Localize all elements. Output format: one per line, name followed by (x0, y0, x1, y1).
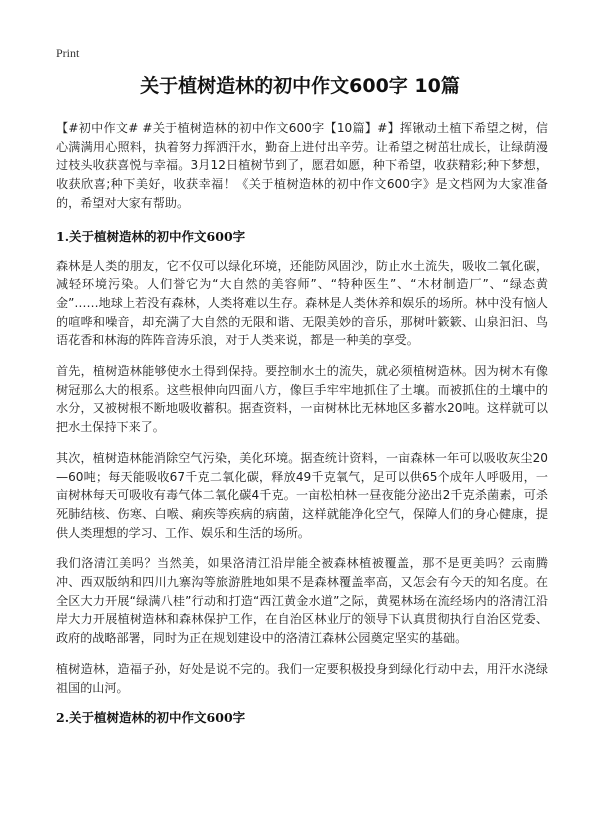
section-heading-1: 1.关于植树造林的初中作文600字 (56, 228, 246, 244)
body-paragraph: 其次，植树造林能消除空气污染，美化环境。据查统计资料，一亩森林一年可以吸收灰尘20—60吨；每天能吸收67千克二氧化碳，释放49千克氧气，足可以供65个成年人呼吸用，一亩树林每天可吸收有毒气体二氧化碳4千克。一亩松柏林一昼夜能分泌出2千克杀菌素，可杀死肺结核、伤寒、白喉、痢疾等疾病的病菌，这样就能净化空气，保障人们的身心健康，提供人类理想的学习、工作、娱乐和生活的场所。 (56, 450, 548, 540)
body-paragraph: 森林是人类的朋友，它不仅可以绿化环境，还能防风固沙，防止水土流失，吸收二氧化碳，减轻环境污染。人们誉它为“大自然的美容师”、“特种医生”、“木材制造厂”、“绿态黄金”……地球上若没有森林，人类将难以生存。森林是人类休养和娱乐的场所。林中没有恼人的喧哗和噪音，却充满了大自然的无限和谐、无限美妙的音乐，那树叶簌簌、山泉汩汩、鸟语花香和林海的阵阵音涛乐浪，对于人类来说，都是一种美的享受。 (56, 258, 548, 348)
section-heading-2: 2.关于植树造林的初中作文600字 (56, 710, 246, 726)
document-body (56, 119, 548, 738)
body-paragraph: 首先，植树造林能够使水土得到保持。要控制水土的流失，就必须植树造林。因为树木有像树冠那么大的根系。这些根伸向四面八方，像巨手牢牢地抓住了土壤。而被抓住的土壤中的水分，又被树根不断地吸收蓄积。据查资料，一亩树林比无林地区多蓄水20吨。这样就可以把水土保持下来了。 (56, 364, 548, 435)
body-paragraph: 我们洛清江美吗？当然美，如果洛清江沿岸能全被森林植被覆盖，那不是更美吗？云南腾冲、西双版纳和四川九寨沟等旅游胜地如果不是森林覆盖率高，又怎会有今天的知名度。在全区大力开展“绿满八桂”行动和打造“西江黄金水道”之际，黄冕林场在流经场内的洛清江沿岸大力开展植树造林和森林保护工作，在自治区林业厅的领导下认真贯彻执行自治区党委、政府的战略部署，同时为正在规划建设中的洛清江森林公园奠定坚实的基础。 (56, 556, 548, 646)
document-title: 关于植树造林的初中作文600字 10篇 (140, 75, 460, 97)
print-link[interactable]: Print (56, 46, 80, 60)
body-paragraph: 植树造林，造福子孙，好处是说不完的。我们一定要积极投身到绿化行动中去，用汗水浇绿祖国的山河。 (56, 661, 548, 695)
intro-paragraph: 【#初中作文# #关于植树造林的初中作文600字【10篇】#】挥锹动土植下希望之树，信心满满用心照料，执着努力挥洒汗水，勤奋上进付出辛劳。让希望之树茁壮成长，让绿荫漫过枝头收获喜悦与幸福。3月12日植树节到了，愿君如愿，种下希望，收获精彩;种下梦想，收获欣喜;种下美好，收获幸福！《关于植树造林的初中作文600字》是文档网为大家准备的，希望对大家有帮助。 (56, 121, 548, 210)
